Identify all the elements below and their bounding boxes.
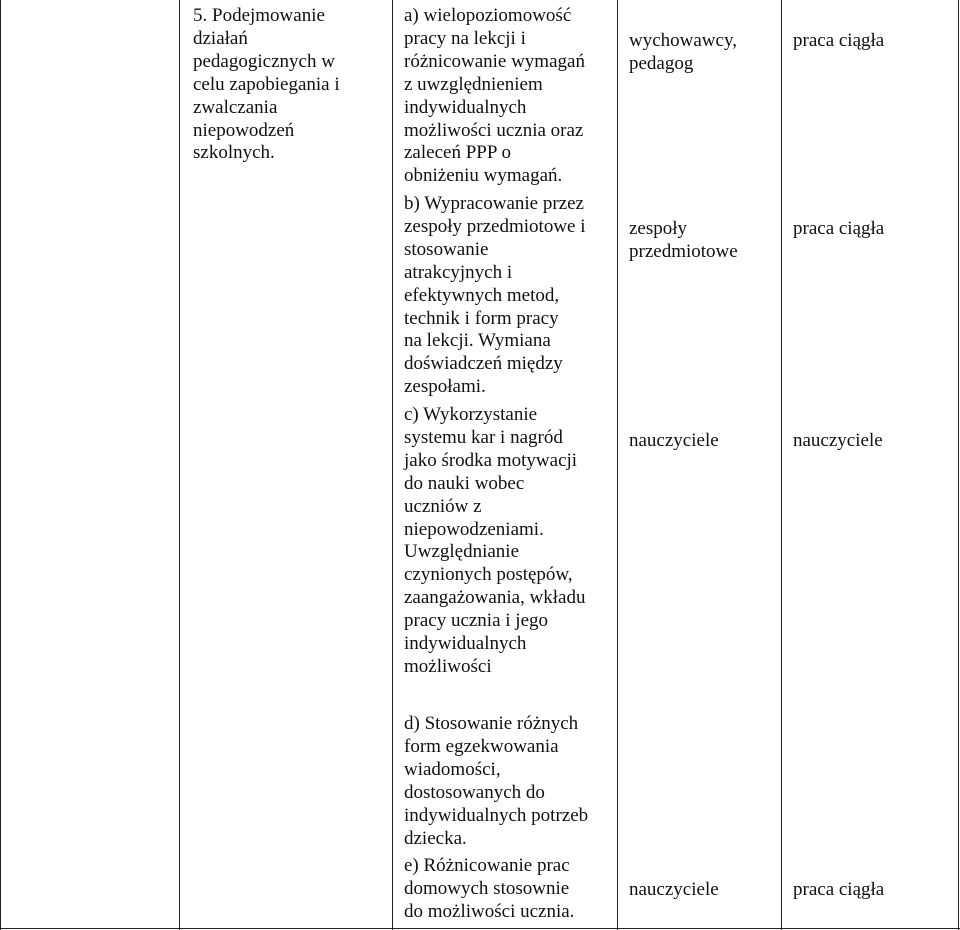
responsible-cell-a: wychowawcy, pedagog <box>629 30 737 74</box>
method-item-e: e) Różnicowanie prac domowych stosownie do możliwości ucznia. <box>404 855 575 922</box>
term-cell-e: praca ciągła <box>793 879 885 900</box>
method-item-c: c) Wykorzystanie systemu kar i nagród jako środka motywacji do nauki wobec uczniów z niepowodzeniami. Uwzględnianie czynionych postępów, zaangażowania, wkładu pracy ucznia i jego indywidualnych możliwości <box>404 404 586 677</box>
method-item-d: d) Stosowanie różnych form egzekwowania wiadomości, dostosowanych do indywidualnych potrzeb dziecka. <box>404 713 589 849</box>
column-divider-4 <box>781 0 782 930</box>
column-divider-2 <box>392 0 393 930</box>
responsible-cell-b: zespoły przedmiotowe <box>629 218 738 262</box>
table-border-right <box>958 0 959 930</box>
column-divider-3 <box>617 0 618 930</box>
responsible-cell-e: nauczyciele <box>629 879 719 900</box>
method-item-a: a) wielopoziomowość pracy na lekcji i różnicowanie wymagań z uwzględnieniem indywidualnych możliwości ucznia oraz zaleceń PPP o obniżeniu wymagań. <box>404 5 585 187</box>
task-cell: 5. Podejmowanie działań pedagogicznych w celu zapobiegania i zwalczania niepowodzeń szkolnych. <box>193 5 340 164</box>
term-cell-c: nauczyciele <box>793 430 883 451</box>
method-item-b: b) Wypracowanie przez zespoły przedmiotowe i stosowanie atrakcyjnych i efektywnych metod, technik i form pracy na lekcji. Wymiana doświadczeń między zespołami. <box>404 193 586 398</box>
term-cell-b: praca ciągła <box>793 218 885 239</box>
term-cell-a: praca ciągła <box>793 30 885 51</box>
table-border-left <box>0 0 1 930</box>
responsible-cell-c: nauczyciele <box>629 430 719 451</box>
column-divider-1 <box>179 0 180 930</box>
table-border-bottom <box>0 928 960 929</box>
